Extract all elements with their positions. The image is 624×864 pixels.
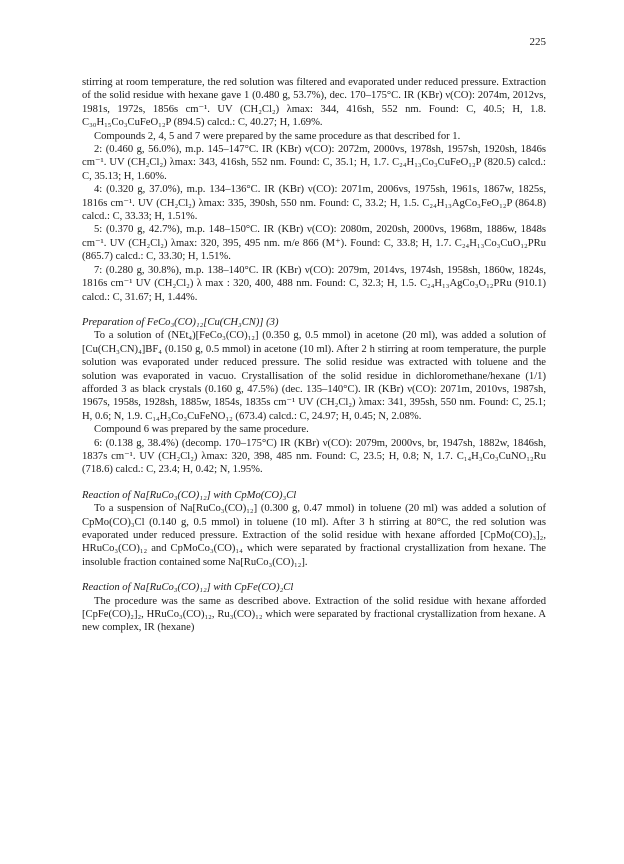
page-number: 225 <box>529 36 546 48</box>
paragraph: Compounds 2, 4, 5 and 7 were prepared by the same procedure as that described for 1. <box>94 130 461 142</box>
paragraph: To a solution of (NEt₄)[FeCo₃(CO)₁₂] (0.350 g, 0.5 mmol) in acetone (20 ml), was added a solution of [Cu(CH₃CN)₄]BF₄ (0.150 g, 0.5 mmol) in acetone (10 ml). After 2 h stirring at room temperature, the purple solution was evaporated under reduced pressure. The solid residue was extracted with toluene and the solution was evaporated in vacuo. Crystallisation of the solid residue in dichloromethane/hexane (1/1) afforded 3 as black crystals (0.160 g, 47.5%) (dec. 135–140°C). IR (KBr) ν(CO): 2071m, 2010vs, 1987sh, 1967s, 1958s, 1928sh, 1885w, 1854s, 1835s cm⁻¹ UV (CH₂Cl₂) λmax: 341, 395sh, 550 nm. Found: C, 25.1; H, 0.6; N, 1.9. C₁₄H₃Co₃CuFeNO₁₂ (673.4) calcd.: C, 24.97; H, 0.45; N, 2.08%. <box>82 330 546 422</box>
section-heading: Reaction of Na[RuCo₃(CO)₁₂] with CpMo(CO)₃Cl <box>82 489 297 501</box>
article-body <box>82 76 546 635</box>
paragraph: stirring at room temperature, the red solution was filtered and evaporated under reduced pressure. Extraction of the solid residue with hexane gave 1 (0.480 g, 53.7%), dec. 170–175°C. IR (KBr) ν(CO): 2074m, 2012vs, 1981s, 1972s, 1856s cm⁻¹. UV (CH₂Cl₂) λmax: 344, 416sh, 552 nm. Found: C, 40.5; H, 1.8. C₃₀H₁₅Co₃CuFeO₁₂P (894.5) calcd.: C, 40.27; H, 1.69%. <box>82 77 546 129</box>
paragraph: 2: (0.460 g, 56.0%), m.p. 145–147°C. IR (KBr) ν(CO): 2072m, 2000vs, 1978sh, 1957sh, 1920sh, 1846s cm⁻¹. UV (CH₂Cl₂) λmax: 343, 416sh, 552 nm. Found: C, 35.1; H, 1.7. C₂₄H₁₃Co₃CuFeO₁₂P (820.5) calcd.: C, 35.13; H, 1.60%. <box>82 144 546 182</box>
section-heading: Reaction of Na[RuCo₃(CO)₁₂] with CpFe(CO)₂Cl <box>82 582 294 594</box>
paragraph: 5: (0.370 g, 42.7%), m.p. 148–150°C. IR (KBr) ν(CO): 2080m, 2020sh, 2000vs, 1968m, 1886w, 1848s cm⁻¹. UV (CH₂Cl₂) λmax: 320, 395, 495 nm. m/e 866 (M⁺). Found: C, 33.8; H, 1.7. C₂₄H₁₃Co₃CuO₁₂PRu (865.7) calcd.: C, 33.30; H, 1.51%. <box>82 224 546 263</box>
paragraph: 7: (0.280 g, 30.8%), m.p. 138–140°C. IR (KBr) ν(CO): 2079m, 2014vs, 1974sh, 1958sh, 1860w, 1824s, 1816s cm⁻¹ UV (CH₂Cl₂) λ max : 320, 400, 488 nm. Found: C, 32.3; H, 1.5. C₂₄H₁₃AgCo₃O₁₂PRu (910.1) calcd.: C, 31.67; H, 1.44%. <box>82 264 546 303</box>
section-heading: Preparation of FeCo₃(CO)₁₂[Cu(CH₃CN)] (3) <box>82 316 279 328</box>
paragraph: Compound 6 was prepared by the same procedure. <box>94 424 309 436</box>
paragraph: To a suspension of Na[RuCo₃(CO)₁₂] (0.300 g, 0.47 mmol) in toluene (20 ml) was added a solution of CpMo(CO)₃Cl (0.140 g, 0.5 mmol) in toluene (10 ml). After 3 h stirring at 80°C, the red solution was evaporated under reduced pressure. Extraction of the solid residue with hexane afforded [CpMo(CO)₃]₂, HRuCo₃(CO)₁₂ and CpMoCo₃(CO)₁₄ which were separated by fractional crystallization from hexane. The insoluble fraction contained some Na[RuCo₃(CO)₁₂]. <box>82 503 546 568</box>
paragraph: The procedure was the same as described above. Extraction of the solid residue with hexane afforded [CpFe(CO)₂]₂, HRuCo₃(CO)₁₂, Ru₃(CO)₁₂ which were separated by fractional crystallization from hexane. A new complex, IR (hexane) <box>82 595 546 634</box>
paragraph: 6: (0.138 g, 38.4%) (decomp. 170–175°C) IR (KBr) ν(CO): 2079m, 2000vs, br, 1947sh, 1882w, 1846sh, 1837s cm⁻¹. UV (CH₂Cl₂) λmax: 320, 398, 485 nm. Found: C, 23.5; H, 0.8; N, 1.7. C₁₄H₃Co₃CuNO₁₂Ru (718.6) calcd.: C, 23.4; H, 0.42; N, 1.95%. <box>82 437 546 476</box>
paragraph: 4: (0.320 g, 37.0%), m.p. 134–136°C. IR (KBr) ν(CO): 2071m, 2006vs, 1975sh, 1961s, 1867w, 1825s, 1816s cm⁻¹. UV (CH₂Cl₂) λmax: 335, 390sh, 550 nm. Found: C, 33.2; H, 1.5. C₂₄H₁₃AgCo₃FeO₁₂P (864.8) calcd.: C, 33.33; H, 1.51%. <box>82 184 546 223</box>
